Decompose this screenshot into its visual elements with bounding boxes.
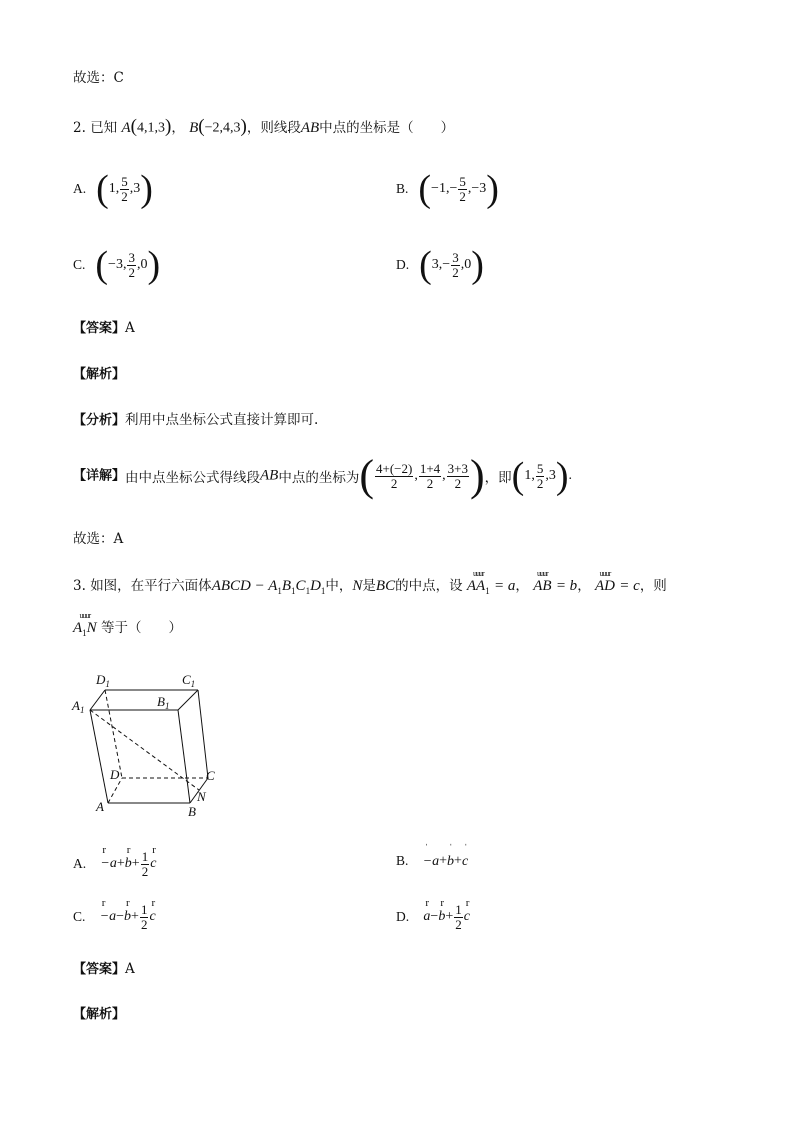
analysis-tag: 【解析】 xyxy=(73,367,126,382)
term: ˈ b xyxy=(447,841,455,869)
option-b[interactable]: B. (−1,− $\frac{5}{2}$ ,−3) xyxy=(396,168,499,210)
solid-name: ABCD − $A_1B_1C_1D_1$ xyxy=(211,578,326,596)
term: r b xyxy=(124,844,132,872)
fraction: $\frac{4+(-2)}{2}$ xyxy=(376,460,413,491)
term: ˈ −a xyxy=(422,841,440,869)
detail-tag: 【详解】 xyxy=(73,468,126,484)
stem-text: 是 xyxy=(362,578,376,594)
stem-prefix: 已知 xyxy=(90,120,118,136)
vector-eq: = b xyxy=(555,578,578,594)
result-value: 1, xyxy=(524,468,535,483)
fraction: $\frac{1+4}{2}$ xyxy=(419,460,441,491)
fenxi-text: 利用中点坐标公式直接计算即可. xyxy=(125,412,319,428)
vector-eq: = a xyxy=(494,578,516,594)
fraction: $\frac{1}{2}$ xyxy=(140,902,148,932)
stem-suffix-2: 中点的坐标是（ ） xyxy=(319,120,455,136)
label-a: A xyxy=(96,799,104,814)
option-a[interactable]: A. r −a+ r b+ $\frac{1}{2}$ r c xyxy=(73,844,157,879)
answer-tag: 【答案】 xyxy=(73,321,126,336)
fraction: $\frac{5}{2}$ xyxy=(121,173,128,204)
edge-b1c1 xyxy=(178,690,198,710)
stem-suffix-1: ，则线段 xyxy=(246,120,301,136)
option-label: D. xyxy=(396,256,410,272)
option-value: −1,− xyxy=(431,181,458,196)
detail-text: 中点的坐标为 xyxy=(278,470,360,486)
term: r c xyxy=(149,897,156,925)
detail-text: ，即 xyxy=(484,470,512,486)
option-label: C. xyxy=(73,256,86,272)
vector-ab: uuur AB xyxy=(533,569,552,594)
label-d: D xyxy=(110,767,120,782)
period: . xyxy=(568,468,572,483)
question-number: 2. xyxy=(73,120,86,136)
stem-text: 中， xyxy=(325,578,353,594)
option-label: B. xyxy=(396,853,409,868)
option-label: A. xyxy=(73,855,87,871)
label-a1: $A_1$ xyxy=(72,698,85,715)
label-n: N xyxy=(197,789,206,804)
point-b: B xyxy=(189,120,199,136)
option-label: A. xyxy=(73,180,87,196)
option-value: ,3 xyxy=(129,181,141,196)
question-3-stem-line2 xyxy=(73,611,182,638)
option-d[interactable]: D. (3,− $\frac{3}{2}$ ,0) xyxy=(396,244,484,286)
point-n: N xyxy=(352,578,363,594)
segment-ab: AB xyxy=(300,120,320,136)
term: r −a xyxy=(100,844,117,872)
stem-text: ，则 xyxy=(639,578,667,594)
option-c[interactable]: C. (−3, $\frac{3}{2}$ ,0) xyxy=(73,244,161,286)
answer-value: A xyxy=(125,320,135,336)
option-label: B. xyxy=(396,180,409,196)
option-value: 3,− xyxy=(431,257,451,272)
parallelepiped-figure xyxy=(70,668,230,823)
term: r −a xyxy=(99,897,117,925)
segment-bc: BC xyxy=(375,578,396,594)
segment-ab: AB xyxy=(260,467,279,484)
option-label: C. xyxy=(73,908,86,924)
fraction: $\frac{1}{2}$ xyxy=(455,902,462,932)
term: r a xyxy=(423,897,431,925)
fraction: $\frac{3+3}{2}$ xyxy=(447,460,469,491)
stem-text: 的中点，设 xyxy=(395,578,463,594)
stem-text: 等于（ ） xyxy=(100,620,182,636)
fraction: $\frac{3}{2}$ xyxy=(128,249,135,280)
fraction: $\frac{5}{2}$ xyxy=(459,173,466,204)
question-2-stem: 2. 已知 A(4,1,3)， B(−2,4,3)，则线段AB中点的坐标是（ ） xyxy=(73,116,455,137)
term: r b xyxy=(438,897,446,925)
edge-a1a xyxy=(90,710,108,803)
result-value: ,3 xyxy=(545,468,556,483)
detail-line: 【详解】由中点坐标公式得线段AB中点的坐标为( $\frac{4+(-2)}{2}$ , $\frac{1+4}{2}$ , $\frac{3+3}{2}$ )，即(1, $\frac{5}{2}$ ,3). xyxy=(73,451,572,500)
separator: ， xyxy=(577,578,591,594)
edge-b1b xyxy=(178,710,190,803)
edge-d1d-hidden xyxy=(105,690,122,778)
stem-text: 如图，在平行六面体 xyxy=(90,578,212,594)
term: ˈ c xyxy=(461,841,469,869)
separator: ， xyxy=(515,578,529,594)
answer-value: A xyxy=(125,961,135,977)
option-a[interactable]: A. (1, $\frac{5}{2}$ ,3) xyxy=(73,168,153,210)
analysis-tag: 【解析】 xyxy=(73,1007,126,1022)
fenxi-line xyxy=(73,408,318,428)
fraction: $\frac{1}{2}$ xyxy=(141,849,149,879)
fraction: $\frac{5}{2}$ xyxy=(536,460,544,491)
fraction: $\frac{3}{2}$ xyxy=(452,249,459,280)
option-value: 1, xyxy=(108,181,120,196)
coords-a: 4,1,3 xyxy=(136,120,165,136)
fenxi-tag: 【分析】 xyxy=(73,413,126,428)
choice-line: 故选：A xyxy=(73,531,124,547)
point-a: A xyxy=(121,120,131,136)
option-value: −3, xyxy=(108,257,127,272)
term: r c xyxy=(150,844,157,872)
coords-b: −2,4,3 xyxy=(204,120,241,136)
option-label: D. xyxy=(396,908,410,924)
separator: ， xyxy=(171,120,185,136)
label-c1: $C_1$ xyxy=(182,672,196,689)
label-c: C xyxy=(206,768,215,783)
edge-c1c xyxy=(198,690,208,778)
detail-text: 由中点坐标公式得线段 xyxy=(125,470,261,486)
option-value: ,0 xyxy=(136,257,148,272)
edge-a1d1 xyxy=(90,690,105,710)
question-number: 3. xyxy=(73,578,86,594)
option-value: ,0 xyxy=(460,257,472,272)
option-b[interactable]: B. ˈ −a+ ˈ b+ ˈ c xyxy=(396,841,469,869)
label-b1: $B_1$ xyxy=(157,694,170,711)
previous-answer-line: 故选：C xyxy=(73,70,124,86)
vector-a1n: uuur $A_1N$ xyxy=(73,611,97,638)
option-d[interactable]: D. r a− r b+ $\frac{1}{2}$ r c xyxy=(396,897,470,932)
label-b: B xyxy=(188,804,196,819)
answer-tag: 【答案】 xyxy=(73,962,126,977)
vector-ad: uuur AD xyxy=(594,569,615,594)
answer-line xyxy=(73,317,135,336)
vector-aa1: uuur $AA_1$ xyxy=(466,569,490,596)
option-value: ,−3 xyxy=(467,181,487,196)
label-d1: $D_1$ xyxy=(96,672,110,689)
question-3-stem xyxy=(73,569,667,596)
answer-line xyxy=(73,958,135,977)
option-c[interactable]: C. r −a− r b+ $\frac{1}{2}$ r c xyxy=(73,897,156,932)
term: r c xyxy=(463,897,470,925)
term: r b xyxy=(124,897,132,925)
vector-eq: = c xyxy=(619,578,640,594)
